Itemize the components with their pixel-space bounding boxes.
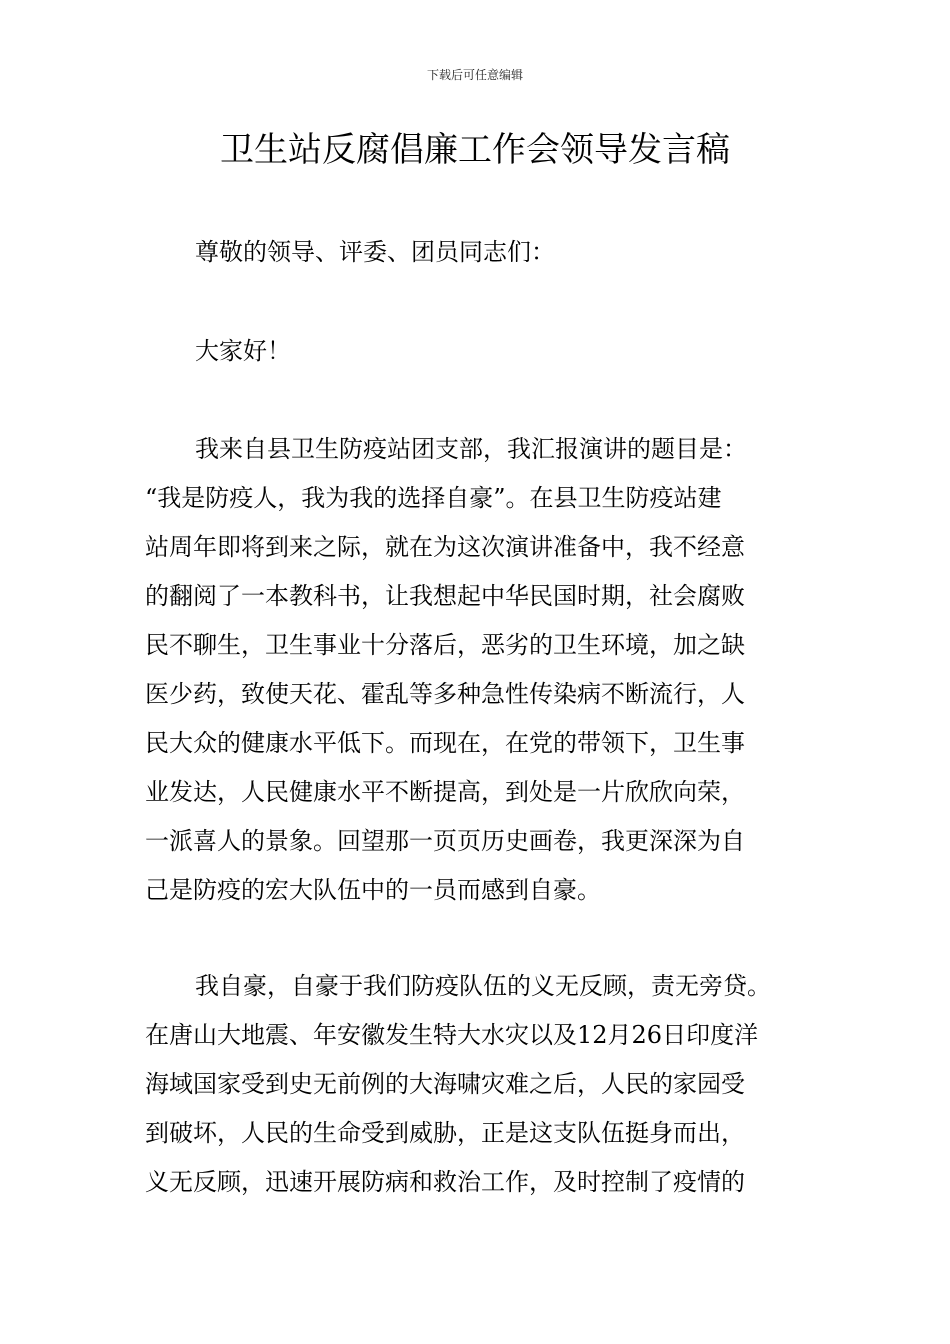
salutation-text: 尊敬的领导、评委、团员同志们： [195,238,555,266]
paragraph-line: 己是防疫的宏大队伍中的一员而感到自豪。 [145,876,601,904]
header-note: 下载后可任意编辑 [426,68,523,82]
paragraph-line: 医少药，致使天花、霍乱等多种急性传染病不断流行，人 [145,680,745,708]
body-paragraph-1 [145,425,835,915]
salutation-paragraph [145,228,835,277]
body-paragraph-2 [145,962,835,1207]
paragraph-line: 我来自县卫生防疫站团支部，我汇报演讲的题目是： [195,435,747,463]
paragraph-line: 在唐山大地震、年安徽发生特大水灾以及12月26日印度洋 [145,1021,759,1049]
greeting-paragraph [145,327,835,376]
paragraph-line: 民不聊生，卫生事业十分落后，恶劣的卫生环境，加之缺 [145,631,745,659]
paragraph-line: 站周年即将到来之际，就在为这次演讲准备中，我不经意 [145,533,745,561]
paragraph-line: “我是防疫人，我为我的选择自豪”。在县卫生防疫站建 [145,484,722,512]
paragraph-line: 一派喜人的景象。回望那一页页历史画卷，我更深深为自 [145,827,745,855]
paragraph-line: 业发达，人民健康水平不断提高，到处是一片欣欣向荣， [145,778,745,806]
paragraph-line: 海域国家受到史无前例的大海啸灾难之后，人民的家园受 [145,1070,745,1098]
paragraph-line: 民大众的健康水平低下。而现在，在党的带领下，卫生事 [145,729,745,757]
paragraph-line: 义无反顾，迅速开展防病和救治工作，及时控制了疫情的 [145,1168,745,1196]
greeting-text: 大家好！ [195,337,291,365]
paragraph-line: 到破坏，人民的生命受到威胁，正是这支队伍挺身而出， [145,1119,745,1147]
paragraph-line: 的翻阅了一本教科书，让我想起中华民国时期，社会腐败 [145,582,745,610]
paragraph-line: 我自豪，自豪于我们防疫队伍的义无反顾，责无旁贷。 [195,972,771,1000]
page-title: 卫生站反腐倡廉工作会领导发言稿 [220,130,730,170]
